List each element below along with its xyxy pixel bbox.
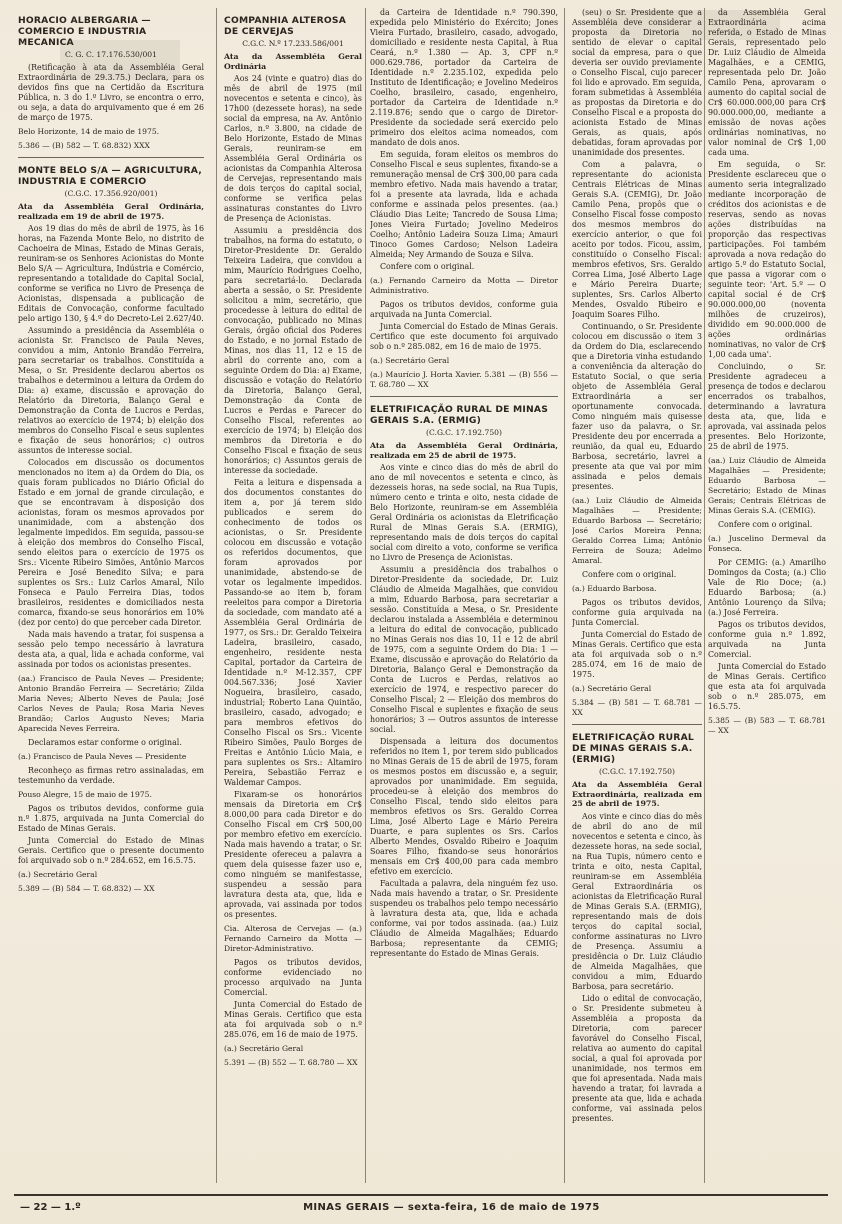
notice-signature: (a.) Fernando Carneiro da Motta — Diretor Administrativo. (370, 276, 558, 295)
notice-title: ELETRIFICAÇÃO RURAL DE MINAS GERAIS S.A. (ERMIG) (370, 404, 549, 426)
notice-paragraph: Junta Comercial do Estado de Minas Gerais. Certifico que o presente documento foi arquivado sob o n.º 284.652, em 16.5.75. (18, 836, 204, 866)
notice-paragraph: Aos vinte e cinco dias do mês de abril do ano de mil novecentos e setenta e cinco, às dezessete horas, na sede social, na Rua Tupis, número cento e trinta e oito, nesta Capital, reuniram-se em Assembléia Geral Extraordinária os acionistas da Eletrificação Rural de Minas Gerais S.A. (ERMIG), representando mais de dois terços do capital social, conforme assinaturas no Livro de Presença. Assumiu a presidência o Dr. Luiz Cláudio de Almeida Magalhães, que convidou a mim, Eduardo Barbosa, para secretário. (572, 811, 702, 991)
notice-paragraph: Junta Comercial do Estado de Minas Gerais. Certifico que esta ata foi arquivada sob o n.º 285.074, em 16 de maio de 1975. (572, 630, 702, 679)
notice-title: HORACIO ALBERGARIA — COMERCIO E INDUSTRIA MECANICA (18, 15, 151, 48)
notice-reference: (a.) Maurício J. Horta Xavier. 5.381 — (B) 556 — T. 68.780 — XX (370, 370, 558, 389)
notice-title: MONTE BELO S/A — AGRICULTURA, INDUSTRIA E COMERCIO (18, 165, 202, 187)
notice-signature: (a.) Secretário Geral (370, 356, 450, 365)
notice-signature: (aa.) Francisco de Paula Neves — Presidente; Antonio Brandão Ferreira — Secretário; Zilda Maria Neves; Alberto Neves de Paula; José Carlos Neves de Paula; Rosa Maria Neves Brandão; Carlos Augusto Neves; Maria Aparecida Neves Ferreira. (18, 674, 204, 734)
column-rule (216, 8, 217, 1183)
notice-signature: (a.) Eduardo Barbosa. (572, 584, 657, 593)
cgc-number: (C.G.C. 17.192.750) (426, 428, 502, 437)
cgc-number: (C.G.C. 17.356.920/001) (64, 189, 158, 198)
notice-signature: (a.) Secretário Geral (18, 870, 98, 880)
notice-paragraph: (seu) o Sr. Presidente que a Assembléia deve considerar a proposta da Diretoria no sentido de elevar o capital social da empresa, para o que deveria ser ouvido previamente o Conselho Fiscal, cujo parecer foi lido e aprovado. Em seguida, foram submetidas à Assembléia as propostas da Diretoria e do Conselho Fiscal e a proposta do acionista Estado de Minas Gerais, as quais, após debatidas, foram aprovadas por unanimidade dos presentes. (572, 8, 702, 157)
footer-rule (14, 1194, 828, 1196)
notice-signature: Belo Horizonte, 14 de maio de 1975. (18, 127, 160, 136)
notice-paragraph: Pagos os tributos devidos, conforme guia n.º 1.892, arquivada na Junta Comercial. (708, 620, 826, 659)
notice-paragraph: Colocados em discussão os documentos mencionados no item a) da Ordem do Dia, os quais foram publicados no Diário Oficial do Estado e em jornal de grande circulação, e que se encontravam à disposição dos acionistas, foram os mesmos aprovados por unanimidade, com a abstenção dos legalmente impedidos. Em seguida, passou-se à eleição dos membros do Conselho Fiscal, sendo eleitos para o exercício de 1975 os Srs.: Vicente Ribeiro Simões, Antônio Marcos Pereira e José Benedito Silva; e para suplentes os Srs.: Luiz Carlos Amaral, Nilo Fonseca e Paulo Ferreira Dias, todos brasileiros, residentes e domiciliados nesta comarca, fixando-se seus honorários em 10% (dez por cento) do que perceber cada Diretor. (18, 458, 204, 628)
column-1 (18, 8, 204, 1188)
notice-paragraph: Em seguida, foram eleitos os membros do Conselho Fiscal e seus suplentes, fixando-se a remuneração mensal de Cr$ 300,00 para cada membro efetivo. Nada mais havendo a tratar, foi a presente ata lavrada, lida e achada conforme e assinada pelos presentes. (aa.) Cláudio Dias Leite; Tancredo de Sousa Lima; Jones Vieira Furtado; Jovelino Medeiros Coelho; Antônio Ladeira Souza Lima; Amauri Tinoco Gomes Cardoso; Nelson Ladeira Almeida; Ney Armando de Souza e Silva. (370, 150, 558, 259)
notice-paragraph: Pagos os tributos devidos, conforme guia arquivada na Junta Comercial. (370, 300, 558, 319)
notice-paragraph: Dispensada a leitura dos documentos referidos no item 1, por terem sido publicados no Minas Gerais de 15 de abril de 1975, foram os mesmos postos em discussão e, a seguir, aprovados por unanimidade. Em seguida, procedeu-se à eleição dos membros do Conselho Fiscal, tendo sido eleitos para membros efetivos os Srs. Geraldo Correa Lima, José Alberto Lage e Mário Pereira Duarte, e para suplentes os Srs. Carlos Alberto Mendes, Osvaldo Ribeiro e Joaquim Soares Filho, fixando-se seus honorários mensais em Cr$ 400,00 para cada membro efetivo em exercício. (370, 737, 558, 877)
notice-paragraph: Pagos os tributos devidos, conforme evidenciado no processo arquivado na Junta Comercial. (224, 958, 362, 998)
notice-paragraph: Aos 19 dias do mês de abril de 1975, às 16 horas, na Fazenda Monte Belo, no distrito de Cachoeira de Minas, Estado de Minas Gerais, reuniram-se os Senhores Acionistas do Monte Belo S/A — Agricultura, Indústria e Comércio, representando a totalidade do Capital Social, conforme se verifica no Livro de Presença de Acionistas, dispensada a publicação de Editais de Convocação, conforme facultado pelo artigo 130, § 4.º do Decreto-Lei 2.627/40. (18, 224, 204, 324)
notice-paragraph: Pagos os tributos devidos, conforme guia arquivada na Junta Comercial. (572, 598, 702, 627)
notice-paragraph: Junta Comercial do Estado de Minas Gerais. Certifico que esta ata foi arquivada sob o n.º 285.075, em 16.5.75. (708, 662, 826, 711)
notice-paragraph: Confere com o original. (718, 520, 813, 529)
notice-signature: (a.) Francisco de Paula Neves — Presidente (18, 752, 187, 762)
notice-paragraph: Confere com o original. (380, 262, 475, 271)
notice-signature: Cia. Alterosa de Cervejas — (a.) Fernando Carneiro da Motta — Diretor-Administrativo. (224, 924, 362, 954)
notice-subtitle: Ata da Assembléia Geral Ordinária, realizada em 19 de abril de 1975. (18, 202, 204, 221)
notice-signature: (a.) Juscelino Dermeval da Fonseca. (708, 534, 826, 553)
notice-subtitle: Ata da Assembléia Geral Extraordinária, realizada em 25 de abril de 1975. (572, 780, 702, 809)
notice-paragraph: Confere com o original. (582, 570, 677, 579)
cgc-number: (C.G.C. 17.192.750) (599, 767, 675, 776)
notice-paragraph: Declaramos estar conforme o original. (28, 738, 182, 748)
column-rule (365, 8, 366, 1183)
notice-paragraph: Reconheço as firmas retro assinaladas, em testemunho da verdade. (18, 766, 204, 786)
notice-signature: (a.) Secretário Geral (224, 1044, 304, 1054)
notice-subtitle: Ata da Assembléia Geral Ordinária, realizada em 25 de abril de 1975. (370, 441, 558, 460)
notice-signature: (a.) Secretário Geral (572, 684, 652, 693)
notice-paragraph: Por CEMIG: (a.) Amarilho Domingos da Costa; (a.) Clio Vale de Rio Doce; (a.) Eduardo Barbosa; (a.) Antônio Lourenço da Silva; (a.) José Ferreira. (708, 558, 826, 617)
notice-reference: 5.391 — (B) 552 — T. 68.780 — XX (224, 1058, 358, 1068)
page-number: — 22 — 1.º (20, 1201, 81, 1213)
notice-paragraph: Concluindo, o Sr. Presidente agradeceu a presença de todos e declarou encerrados os trabalhos, determinando a lavratura desta ata, que, lida e aprovada, vai assinada pelos presentes. Belo Horizonte, 25 de abril de 1975. (708, 362, 826, 451)
notice-signature: (aa.) Luiz Cláudio de Almeida Magalhães — Presidente; Eduardo Barbosa — Secretário; José Carlos Moreira Penna; Geraldo Correa Lima; Antônio Ferreira de Souza; Adelmo Amaral. (572, 496, 702, 565)
column-4 (572, 8, 702, 1188)
notice-paragraph: Junta Comercial do Estado de Minas Gerais. Certifico que este documento foi arquivado sob o n.º 285.082, em 16 de maio de 1975. (370, 322, 558, 351)
notice-paragraph: Assumiu a presidência dos trabalhos o Diretor-Presidente da sociedade, Dr. Luiz Cláudio de Almeida Magalhães, que convidou a mim, Eduardo Barbosa, para secretariar a sessão. Constituída a Mesa, o Sr. Presidente declarou instalada a Assembléia e determinou a leitura do edital de convocação, publicado no Minas Gerais nos dias 10, 11 e 12 de abril de 1975, com a seguinte Ordem do Dia: 1 — Exame, discussão e aprovação do Relatório da Diretoria, Balanço Geral e Demonstração da Conta de Lucros e Perdas, relativos ao exercício de 1974, e respectivo parecer do Conselho Fiscal; 2 — Eleição dos membros do Conselho Fiscal e suplentes e fixação de seus honorários; 3 — Outros assuntos de interesse social. (370, 565, 558, 735)
notice-paragraph: (Retificação à ata da Assembléia Geral Extraordinária de 29.3.75.) Declara, para os devidos fins que na Certidão da Escritura Pública, n. 3 do 1.º Livro, se encontra o erro, ou seja, a data do arquivamento que é em 26 de março de 1975. (18, 63, 204, 122)
notice-paragraph: Lido o edital de convocação, o Sr. Presidente submeteu à Assembléia a proposta da Diretoria, com parecer favorável do Conselho Fiscal, relativa ao aumento do capital social, a qual foi aprovada por unanimidade, nos termos em que foi apresentada. Nada mais havendo a tratar, foi lavrada a presente ata que, lida e achada conforme, vai assinada pelos presentes. (572, 993, 702, 1123)
notice-reference: 5.385 — (B) 583 — T. 68.781 — XX (708, 716, 826, 735)
column-rule (564, 8, 565, 1183)
notice-paragraph: Nada mais havendo a tratar, foi suspensa a sessão pelo tempo necessário à lavratura desta ata, a qual, lida e achada conforme, vai assinada por todos os acionistas presentes. (18, 630, 204, 670)
column-3 (370, 8, 558, 1188)
notice-signature: (aa.) Luiz Cláudio de Almeida Magalhães — Presidente; Eduardo Barbosa — Secretário; Estado de Minas Gerais; Centrais Elétricas de Minas Gerais S.A. (CEMIG). (708, 456, 826, 515)
notice-title: COMPANHIA ALTEROSA DE CERVEJAS (224, 15, 346, 37)
notice-paragraph: Assumiu a presidência dos trabalhos, na forma do estatuto, o Diretor-Presidente Dr. Geraldo Teixeira Ladeira, que convidou a mim, Maurício Rodrigues Coelho, para secretariá-lo. Declarada aberta a sessão, o Sr. Presidente solicitou a mim, secretário, que procedesse à leitura do edital de convocação, publicado no Minas Gerais, órgão oficial dos Poderes do Estado, e no jornal Estado de Minas, nos dias 11, 12 e 15 de abril do corrente ano, com a seguinte Ordem do Dia: a) Exame, discussão e votação do Relatório da Diretoria, Balanço Geral, Demonstração da Conta de Lucros e Perdas e Parecer do Conselho Fiscal, referentes ao exercício de 1974; b) Eleição dos membros da Diretoria e do Conselho Fiscal e fixação de seus honorários; c) Assuntos gerais de interesse da sociedade. (224, 226, 362, 476)
column-rule (704, 8, 705, 1183)
notice-reference: 5.389 — (B) 584 — T. 68.832) — XX (18, 884, 155, 894)
cgc-number: C.G.C. N.º 17.233.586/001 (242, 39, 344, 48)
notice-subtitle: Ata da Assembléia Geral Ordinária (224, 52, 362, 71)
notice-divider (18, 157, 204, 158)
notice-paragraph: Com a palavra, o representante do acionista Centrais Elétricas de Minas Gerais S.A. (CEMIG), Dr. João Camilo Pena, propôs que o Conselho Fiscal fosse composto dos mesmos membros do exercício anterior, o que foi aceito por todos. Ficou, assim, constituído o Conselho Fiscal: membros efetivos, Srs. Geraldo Correa Lima, José Alberto Lage e Mário Pereira Duarte; suplentes, Srs. Carlos Alberto Mendes, Osvaldo Ribeiro e Joaquim Soares Filho. (572, 160, 702, 319)
notice-reference: 5.386 — (B) 582 — T. 68.832) XXX (18, 141, 150, 150)
notice-paragraph: da Carteira de Identidade n.º 790.390, expedida pelo Ministério do Exército; Jones Vieira Furtado, brasileiro, casado, advogado, domiciliado e residente nesta Capital, à Rua Ceará, n.º 1.380 — Ap. 3, CPF n.º 000.629.786, portador da Carteira de Identidade n.º 2.235.102, expedida pelo Instituto de Identificação; e Jovelino Medeiros Coelho, brasileiro, casado, engenheiro, portador da Carteira de Identidade n.º 2.119.876; sendo que o cargo de Diretor-Presidente da sociedade será exercido pelo primeiro dos eleitos acima nomeados, com mandato de dois anos. (370, 8, 558, 147)
notice-paragraph: Aos 24 (vinte e quatro) dias do mês de abril de 1975 (mil novecentos e setenta e cinco), às 17h00 (dezessete horas), na sede social da empresa, na Av. Antônio Carlos, n.º 3.800, na cidade de Belo Horizonte, Estado de Minas Gerais, reuniram-se em Assembléia Geral Ordinária os acionistas da Companhia Alterosa de Cervejas, representando mais de dois terços do capital social, conforme se verifica pelas assinaturas constantes do Livro de Presença de Acionistas. (224, 74, 362, 224)
notice-paragraph: Continuando, o Sr. Presidente colocou em discussão o item 3 da Ordem do Dia, esclarecendo que a Diretoria vinha estudando a conveniência da alteração do Estatuto Social, o que seria objeto de Assembléia Geral Extraordinária a ser oportunamente convocada. Como ninguém mais quisesse fazer uso da palavra, o Sr. Presidente deu por encerrada a reunião, da qual eu, Eduardo Barbosa, secretário, lavrei a presente ata que vai por mim assinada e pelos demais presentes. (572, 322, 702, 491)
cgc-number: C. G. C. 17.176.530/001 (65, 50, 157, 59)
notice-paragraph: Fixaram-se os honorários mensais da Diretoria em Cr$ 8.000,00 para cada Diretor e do Conselho Fiscal em Cr$ 500,00 por membro efetivo em exercício. Nada mais havendo a tratar, o Sr. Presidente ofereceu a palavra a quem dela quisesse fazer uso e, como ninguém se manifestasse, suspendeu a sessão para lavratura desta ata, que, lida e aprovada, vai assinada por todos os presentes. (224, 790, 362, 920)
notice-date: Pouso Alegre, 15 de maio de 1975. (18, 790, 152, 800)
notice-paragraph: da Assembléia Geral Extraordinária acima referida, o Estado de Minas Gerais, representado pelo Dr. Luiz Cláudio de Almeida Magalhães, e a CEMIG, representada pelo Dr. João Camilo Pena, aprovaram o aumento do capital social de Cr$ 60.000.000,00 para Cr$ 90.000.000,00, mediante a emissão de novas ações ordinárias nominativas, no valor nominal de Cr$ 1,00 cada uma. (708, 8, 826, 157)
notice-paragraph: Feita a leitura e dispensada a dos documentos constantes do item a, por já terem sido publicados e serem do conhecimento de todos os acionistas, o Sr. Presidente colocou em discussão e votação os referidos documentos, que foram aprovados por unanimidade, abstendo-se de votar os legalmente impedidos. Passando-se ao item b, foram reeleitos para compor a Diretoria da sociedade, com mandato até a Assembléia Geral Ordinária de 1977, os Srs.: Dr. Geraldo Teixeira Ladeira, brasileiro, casado, engenheiro, residente nesta Capital, portador da Carteira de Identidade n.º M-12.357, CPF 004.567.336; José Xavier Nogueira, brasileiro, casado, industrial; Roberto Lana Quintão, brasileiro, casado, advogado; e para membros efetivos do Conselho Fiscal os Srs.: Vicente Ribeiro Simões, Paulo Borges de Freitas e Antônio Lúcio Maia, e para suplentes os Srs.: Altamiro Pereira, Sebastião Ferraz e Waldemar Campos. (224, 478, 362, 788)
notice-reference: 5.384 — (B) 581 — T. 68.781 — XX (572, 698, 702, 717)
notice-paragraph: Aos vinte e cinco dias do mês de abril do ano de mil novecentos e setenta e cinco, às dezesseis horas, na sede social, na Rua Tupis, número cento e trinta e oito, nesta cidade de Belo Horizonte, reuniram-se em Assembléia Geral Ordinária os acionistas da Eletrificação Rural de Minas Gerais S.A. (ERMIG), representando mais de dois terços do capital social com direito a voto, conforme se verifica no Livro de Presença de Acionistas. (370, 463, 558, 563)
notice-paragraph: Pagos os tributos devidos, conforme guia n.º 1.875, arquivada na Junta Comercial do Estado de Minas Gerais. (18, 804, 204, 834)
publication-date-line: MINAS GERAIS — sexta-feira, 16 de maio de 1975 (303, 1201, 600, 1213)
notice-paragraph: Em seguida, o Sr. Presidente esclareceu que o aumento seria integralizado mediante incorporação de créditos dos acionistas e de reservas, sendo as novas ações distribuídas na proporção das respectivas participações. Foi também aprovada a nova redação do artigo 5.º do Estatuto Social, que passa a vigorar com o seguinte teor: 'Art. 5.º — O capital social é de Cr$ 90.000.000,00 (noventa milhões de cruzeiros), dividido em 90.000.000 de ações ordinárias nominativas, no valor de Cr$ 1,00 cada uma'. (708, 160, 826, 359)
column-2 (224, 8, 362, 1188)
notice-divider (370, 396, 558, 397)
notice-paragraph: Junta Comercial do Estado de Minas Gerais. Certifico que esta ata foi arquivada sob o n.º 285.076, em 16 de maio de 1975. (224, 1000, 362, 1040)
notice-divider (572, 724, 702, 725)
notice-title: ELETRIFICAÇÃO RURAL DE MINAS GERAIS S.A. (ERMIG) (572, 732, 694, 765)
notice-paragraph: Assumindo a presidência da Assembléia o acionista Sr. Francisco de Paula Neves, convidou a mim, Antonio Brandão Ferreira, para secretariar os trabalhos. Constituída a Mesa, o Sr. Presidente declarou abertos os trabalhos e determinou a leitura da Ordem do Dia: a) exame, discussão e aprovação do Relatório da Diretoria, Balanço Geral e Demonstração da Conta de Lucros e Perdas, relativos ao exercício de 1974; b) eleição dos membros do Conselho Fiscal e seus suplentes e fixação de seus honorários; c) outros assuntos de interesse social. (18, 326, 204, 456)
notice-paragraph: Facultada a palavra, dela ninguém fez uso. Nada mais havendo a tratar, o Sr. Presidente suspendeu os trabalhos pelo tempo necessário à lavratura desta ata, que, lida e achada conforme, vai por todos assinada. (aa.) Luiz Cláudio de Almeida Magalhães; Eduardo Barbosa; representante da CEMIG; representante do Estado de Minas Gerais. (370, 879, 558, 959)
page-footer (20, 1199, 822, 1215)
column-5 (708, 8, 826, 1188)
